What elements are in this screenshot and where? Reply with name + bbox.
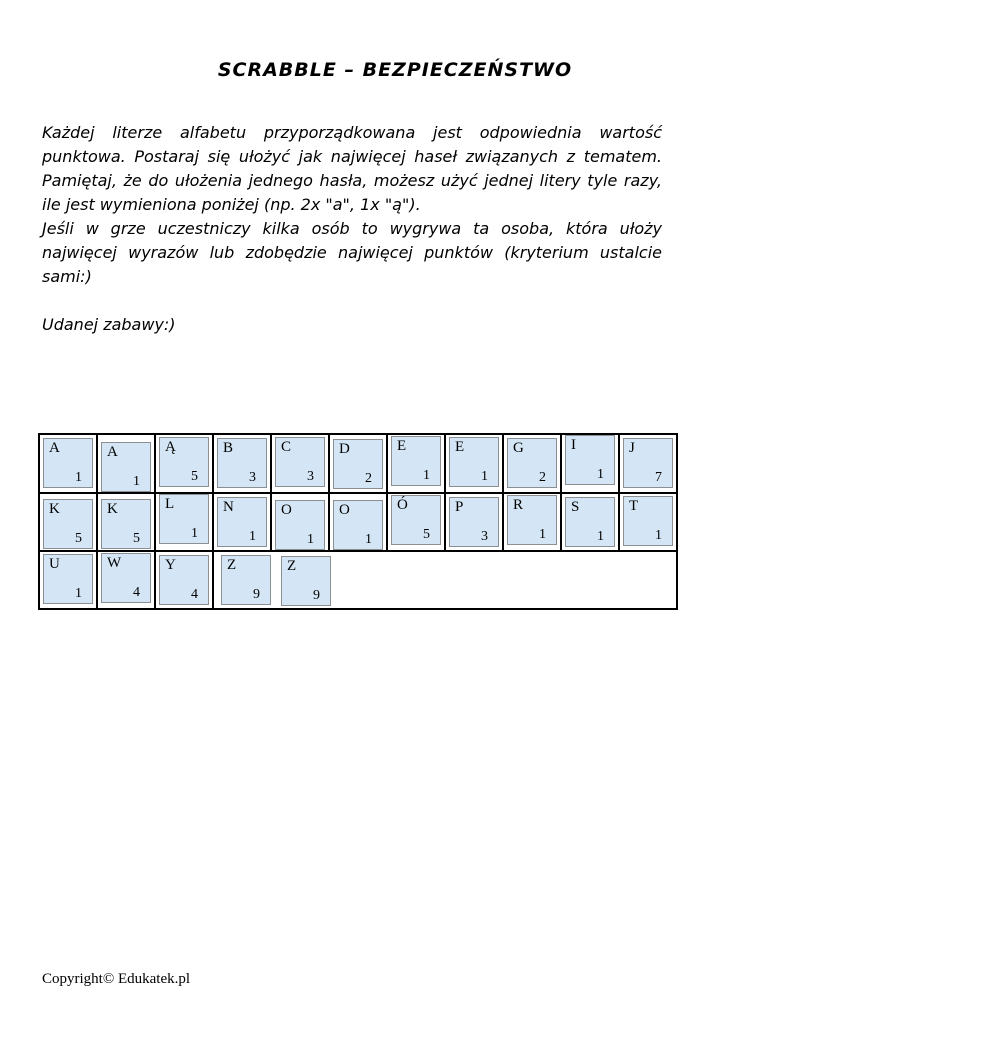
- tile-row: [39, 493, 677, 551]
- tile-cell: [97, 493, 155, 551]
- tile-cell: [155, 551, 213, 609]
- tile-letter: Y: [165, 557, 176, 573]
- letter-tile: [217, 438, 267, 488]
- letter-tile: [281, 556, 331, 606]
- tile-value: 3: [249, 470, 256, 485]
- tile-cell: [561, 434, 619, 493]
- letter-tile: [623, 438, 673, 488]
- tile-letter: G: [513, 440, 524, 456]
- tile-value: 1: [423, 468, 430, 483]
- tile-letter: O: [339, 502, 350, 518]
- letter-tile: [217, 497, 267, 547]
- tile-value: 1: [249, 529, 256, 544]
- tile-letter: U: [49, 556, 60, 572]
- tile-value: 9: [253, 587, 260, 602]
- tile-value: 1: [539, 527, 546, 542]
- tile-pair: [214, 552, 676, 606]
- tile-cell: [39, 551, 97, 609]
- tile-value: 5: [75, 531, 82, 546]
- tile-value: 4: [191, 587, 198, 602]
- letter-tile: [507, 438, 557, 488]
- tile-cell: [619, 434, 677, 493]
- tile-cell: [445, 493, 503, 551]
- letter-tile: [159, 437, 209, 487]
- tile-value: 1: [75, 470, 82, 485]
- tile-letter: Z: [227, 557, 237, 573]
- tile-value: 1: [365, 532, 372, 547]
- tile-letter: E: [455, 439, 465, 455]
- tile-letter: S: [571, 499, 580, 515]
- letter-tile: [275, 500, 325, 550]
- tile-row: [39, 551, 677, 609]
- tile-value: 5: [133, 531, 140, 546]
- tile-letter: I: [571, 437, 576, 453]
- tile-letter: D: [339, 441, 350, 457]
- letter-board: [38, 433, 678, 610]
- tile-value: 9: [313, 588, 320, 603]
- letter-tile: [333, 439, 383, 489]
- tile-letter: O: [281, 502, 292, 518]
- instructions: [42, 121, 662, 337]
- tile-value: 2: [365, 471, 372, 486]
- instructions-paragraph-1: Każdej literze alfabetu przyporządkowana jest odpowiednia wartość punktowa. Postaraj się ułożyć jak najwięcej haseł związanych z tematem. Pamiętaj, że do ułożenia jednego hasła, możesz użyć jednej litery tyle razy, ile jest wymieniona poniżej (np. 2x "a", 1x "ą").: [42, 123, 662, 214]
- letter-tile: [449, 497, 499, 547]
- tile-value: 2: [539, 470, 546, 485]
- letter-tile: [43, 438, 93, 488]
- page-title: SCRABBLE – BEZPIECZEŃSTWO: [217, 59, 573, 81]
- tile-cell: [445, 434, 503, 493]
- letter-tile: [43, 554, 93, 604]
- closing-line: Udanej zabawy:): [42, 315, 176, 334]
- tile-value: 3: [481, 529, 488, 544]
- tile-cell: [213, 434, 271, 493]
- letter-tile: [565, 497, 615, 547]
- tile-cell: [155, 434, 213, 493]
- letter-tile: [449, 437, 499, 487]
- tile-cell: [619, 493, 677, 551]
- tile-cell: [329, 493, 387, 551]
- letter-tile: [275, 437, 325, 487]
- tile-cell: [503, 434, 561, 493]
- tile-cell: [387, 434, 445, 493]
- tile-value: 1: [597, 529, 604, 544]
- tile-value: 1: [597, 467, 604, 482]
- tile-letter: A: [107, 444, 118, 460]
- tile-letter: K: [107, 501, 118, 517]
- tile-value: 1: [133, 474, 140, 489]
- tile-value: 1: [191, 526, 198, 541]
- instructions-paragraph-2: Jeśli w grze uczestniczy kilka osób to wygrywa ta osoba, która ułoży najwięcej wyrazów lub zdobędzie najwięcej punktów (kryterium ustalcie sami:): [42, 219, 662, 286]
- tile-letter: W: [107, 555, 122, 571]
- tile-cell: [39, 493, 97, 551]
- copyright-line: Copyright© Edukatek.pl: [42, 971, 191, 987]
- tile-table: [38, 433, 678, 610]
- tile-cell: [97, 551, 155, 609]
- tile-letter: L: [165, 496, 175, 512]
- letter-tile: [101, 442, 151, 492]
- tile-cell: [329, 434, 387, 493]
- letter-tile: [221, 555, 271, 605]
- letter-tile: [43, 499, 93, 549]
- tile-value: 5: [191, 469, 198, 484]
- tile-cell: [97, 434, 155, 493]
- tile-cell: [271, 493, 329, 551]
- tile-row: [39, 434, 677, 493]
- tile-letter: A: [49, 440, 60, 456]
- tile-letter: K: [49, 501, 60, 517]
- tile-cell-merged: [213, 551, 677, 609]
- tile-value: 7: [655, 470, 662, 485]
- letter-tile: [391, 495, 441, 545]
- tile-letter: R: [513, 497, 524, 513]
- tile-value: 1: [481, 469, 488, 484]
- tile-letter: T: [629, 498, 639, 514]
- letter-tile: [159, 555, 209, 605]
- letter-tile: [623, 496, 673, 546]
- tile-letter: E: [397, 438, 407, 454]
- tile-cell: [39, 434, 97, 493]
- letter-tile: [333, 500, 383, 550]
- tile-letter: J: [629, 440, 635, 456]
- letter-tile: [101, 553, 151, 603]
- tile-letter: B: [223, 440, 234, 456]
- tile-letter: Ó: [397, 497, 408, 513]
- tile-value: 1: [655, 528, 662, 543]
- tile-cell: [155, 493, 213, 551]
- letter-tile: [101, 499, 151, 549]
- tile-cell: [503, 493, 561, 551]
- tile-letter: Z: [287, 558, 297, 574]
- tile-letter: N: [223, 499, 234, 515]
- tile-value: 1: [307, 532, 314, 547]
- tile-value: 1: [75, 586, 82, 601]
- tile-cell: [387, 493, 445, 551]
- tile-cell: [213, 493, 271, 551]
- tile-letter: C: [281, 439, 292, 455]
- letter-tile: [565, 435, 615, 485]
- tile-value: 5: [423, 527, 430, 542]
- tile-cell: [271, 434, 329, 493]
- letter-tile: [391, 436, 441, 486]
- letter-tile: [507, 495, 557, 545]
- tile-letter: P: [455, 499, 464, 515]
- letter-tile: [159, 494, 209, 544]
- tile-letter: Ą: [165, 439, 176, 455]
- tile-cell: [561, 493, 619, 551]
- tile-value: 4: [133, 585, 140, 600]
- tile-value: 3: [307, 469, 314, 484]
